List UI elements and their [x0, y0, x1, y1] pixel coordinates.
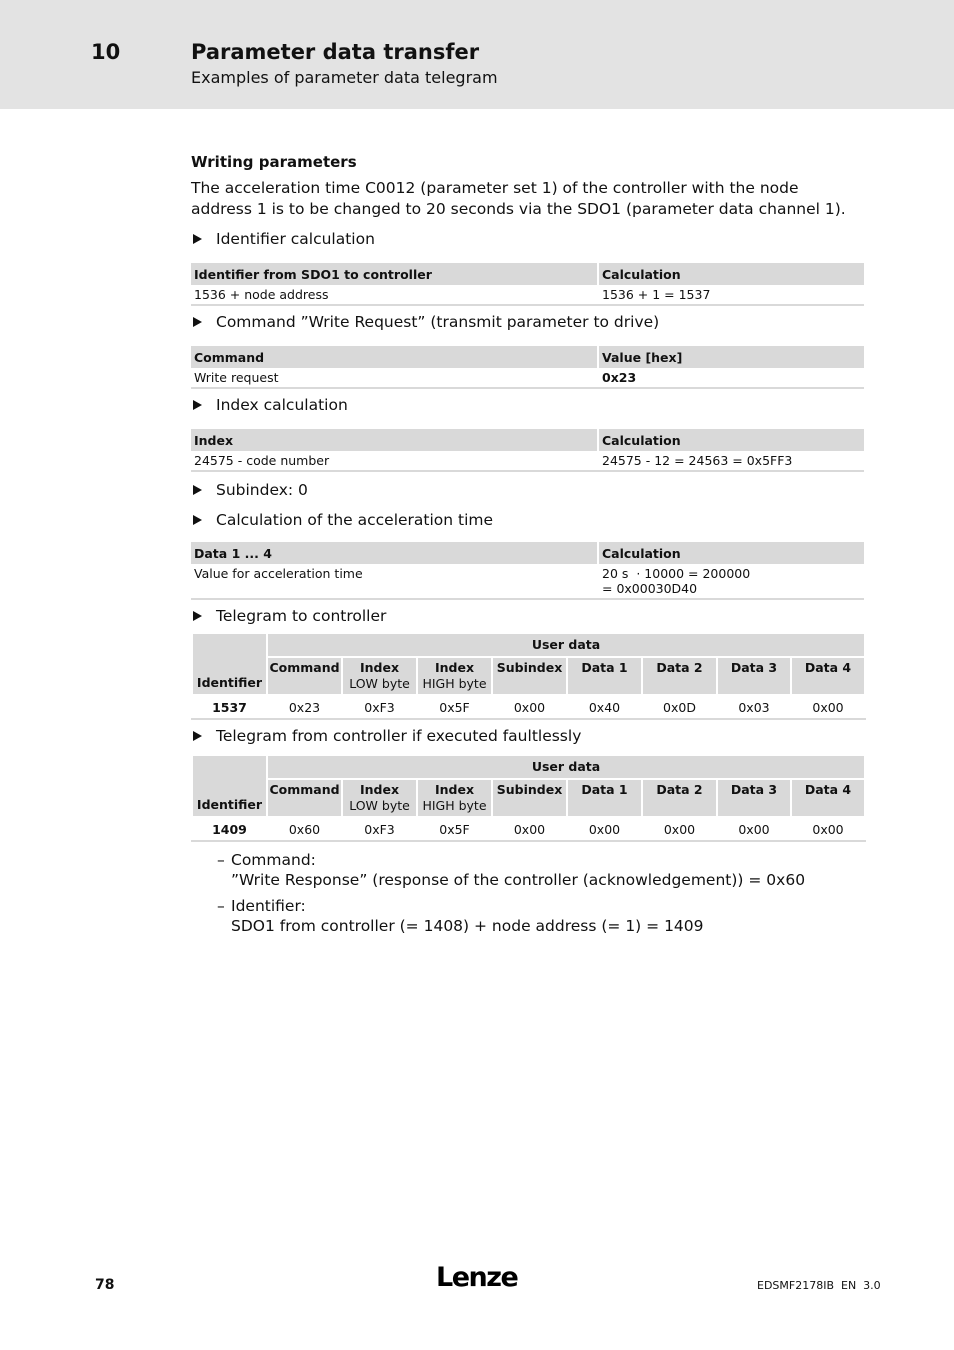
- note-label: Command:: [231, 851, 316, 869]
- bullet-arrow-icon: [193, 400, 202, 410]
- table-row: [191, 451, 864, 471]
- table-header-identifier: Identifier: [192, 755, 267, 817]
- table-header-command: Command: [267, 779, 342, 817]
- chapter-subtitle: Examples of parameter data telegram: [191, 68, 498, 87]
- bullet-text: Command ”Write Request” (transmit parameter to drive): [216, 313, 660, 331]
- table-header-index-low: [342, 779, 417, 817]
- bullet-index-calculation: [191, 395, 864, 415]
- note-dash: –: [217, 851, 225, 869]
- table-cell: 0x00: [567, 817, 642, 841]
- table-header-subindex: Subindex: [492, 657, 567, 695]
- header-low-byte-label: LOW byte: [349, 676, 410, 691]
- table-cell: 0x00: [791, 817, 865, 841]
- bullet-text: Index calculation: [216, 396, 348, 414]
- section-title: Writing parameters: [191, 153, 357, 171]
- header-high-byte-label: HIGH byte: [422, 676, 487, 691]
- command-table: [191, 346, 864, 389]
- table-header-data4: Data 4: [791, 657, 865, 695]
- bullet-text: Calculation of the acceleration time: [216, 511, 494, 529]
- header-index-label: Index: [434, 660, 475, 675]
- index-table: [191, 429, 864, 472]
- table-subheader-row: [192, 779, 865, 817]
- bullet-telegram-to-controller: [191, 606, 864, 626]
- table-header: Value [hex]: [598, 346, 864, 368]
- bullet-arrow-icon: [193, 234, 202, 244]
- bullet-arrow-icon: [193, 731, 202, 741]
- bullet-subindex: [191, 480, 864, 500]
- acceleration-table: [191, 542, 864, 600]
- bullet-arrow-icon: [193, 485, 202, 495]
- table-header: Command: [191, 346, 598, 368]
- bullet-arrow-icon: [193, 317, 202, 327]
- table-header-row: [191, 346, 864, 368]
- table-header: Identifier from SDO1 to controller: [191, 263, 598, 285]
- table-header-row: [192, 633, 865, 657]
- header-high-byte-label: HIGH byte: [422, 798, 487, 813]
- telegram-from-table: [191, 754, 866, 842]
- intro-paragraph: The acceleration time C0012 (parameter set 1) of the controller with the node address 1 is to be changed to 20 seconds via the SDO1 (parameter data channel 1).: [191, 179, 846, 218]
- table-header-command: Command: [267, 657, 342, 695]
- table-cell: 0x00: [642, 817, 717, 841]
- table-header: Calculation: [598, 542, 864, 564]
- page-content: [191, 150, 864, 936]
- bullet-telegram-from-controller: [191, 726, 864, 746]
- note-identifier-head: [217, 896, 864, 916]
- table-header-index-high: [417, 779, 492, 817]
- table-cell: 0x0D: [642, 695, 717, 719]
- table-cell: 0x03: [717, 695, 791, 719]
- table-row: [191, 285, 864, 305]
- header-low-byte-label: LOW byte: [349, 798, 410, 813]
- table-cell: 0x00: [717, 817, 791, 841]
- bullet-acceleration-calculation: [191, 510, 864, 530]
- table-subheader-row: [192, 657, 865, 695]
- table-header: Index: [191, 429, 598, 451]
- table-cell: 0x00: [791, 695, 865, 719]
- table-header-subindex: Subindex: [492, 779, 567, 817]
- table-cell: 0x23: [598, 368, 864, 388]
- document-id: EDSMF2178IB EN 3.0: [757, 1279, 881, 1292]
- table-row: [191, 368, 864, 388]
- table-header-row: [191, 429, 864, 451]
- table-header-row: [191, 542, 864, 564]
- note-command-head: [217, 850, 864, 870]
- table-header-data3: Data 3: [717, 779, 791, 817]
- table-row: [191, 564, 864, 599]
- table-header-data4: Data 4: [791, 779, 865, 817]
- table-header-user-data: User data: [267, 755, 865, 779]
- table-cell: 24575 - 12 = 24563 = 0x5FF3: [598, 451, 864, 471]
- table-header-index-low: [342, 657, 417, 695]
- notes: [191, 850, 864, 936]
- table-header-row: [191, 263, 864, 285]
- header-index-label: Index: [359, 660, 400, 675]
- bullet-text: Subindex: 0: [216, 481, 308, 499]
- note-command-body: ”Write Response” (response of the controller (acknowledgement)) = 0x60: [231, 871, 806, 889]
- table-header: Calculation: [598, 263, 864, 285]
- table-cell: 0x60: [267, 817, 342, 841]
- table-header-data2: Data 2: [642, 779, 717, 817]
- table-cell: 0x5F: [417, 817, 492, 841]
- table-cell: 0xF3: [342, 817, 417, 841]
- page-number: 78: [95, 1277, 115, 1293]
- table-header-data1: Data 1: [567, 657, 642, 695]
- note-identifier-body: SDO1 from controller (= 1408) + node address (= 1) = 1409: [231, 917, 704, 935]
- table-cell: Write request: [191, 368, 598, 388]
- table-header-data2: Data 2: [642, 657, 717, 695]
- bullet-text: Telegram from controller if executed faultlessly: [216, 727, 582, 745]
- telegram-to-table: [191, 632, 866, 720]
- table-cell: 0x40: [567, 695, 642, 719]
- table-cell: 1536 + 1 = 1537: [598, 285, 864, 305]
- header-index-label: Index: [359, 782, 400, 797]
- bullet-arrow-icon: [193, 515, 202, 525]
- table-cell: 0x00: [492, 695, 567, 719]
- table-cell: 1409: [192, 817, 267, 841]
- table-cell: 24575 - code number: [191, 451, 598, 471]
- calc-line-2: = 0x00030D40: [602, 581, 698, 596]
- table-header-user-data: User data: [267, 633, 865, 657]
- table-cell: 1537: [192, 695, 267, 719]
- table-header-index-high: [417, 657, 492, 695]
- table-cell: Value for acceleration time: [191, 564, 598, 599]
- calc-line-1: 20 s · 10000 = 200000: [602, 566, 751, 581]
- table-cell: 0xF3: [342, 695, 417, 719]
- note-dash: –: [217, 897, 225, 915]
- table-header: Data 1 ... 4: [191, 542, 598, 564]
- table-row: [192, 817, 865, 841]
- bullet-arrow-icon: [193, 611, 202, 621]
- bullet-command-write: [191, 312, 864, 332]
- table-cell: 0x00: [492, 817, 567, 841]
- chapter-title: Parameter data transfer: [191, 40, 480, 64]
- table-cell: 0x23: [267, 695, 342, 719]
- table-cell: 1536 + node address: [191, 285, 598, 305]
- lenze-logo: Lenze: [436, 1262, 518, 1293]
- table-header: Calculation: [598, 429, 864, 451]
- table-header-identifier: Identifier: [192, 633, 267, 695]
- table-header-data1: Data 1: [567, 779, 642, 817]
- table-cell: [598, 564, 864, 599]
- table-header-data3: Data 3: [717, 657, 791, 695]
- table-row: [192, 695, 865, 719]
- page-header: [0, 0, 954, 109]
- table-header-row: [192, 755, 865, 779]
- bullet-text: Telegram to controller: [216, 607, 387, 625]
- bullet-identifier-calculation: [191, 229, 864, 249]
- table-cell: 0x5F: [417, 695, 492, 719]
- bullet-text: Identifier calculation: [216, 230, 375, 248]
- header-index-label: Index: [434, 782, 475, 797]
- identifier-table: [191, 263, 864, 306]
- note-label: Identifier:: [231, 897, 306, 915]
- chapter-number: 10: [91, 40, 121, 64]
